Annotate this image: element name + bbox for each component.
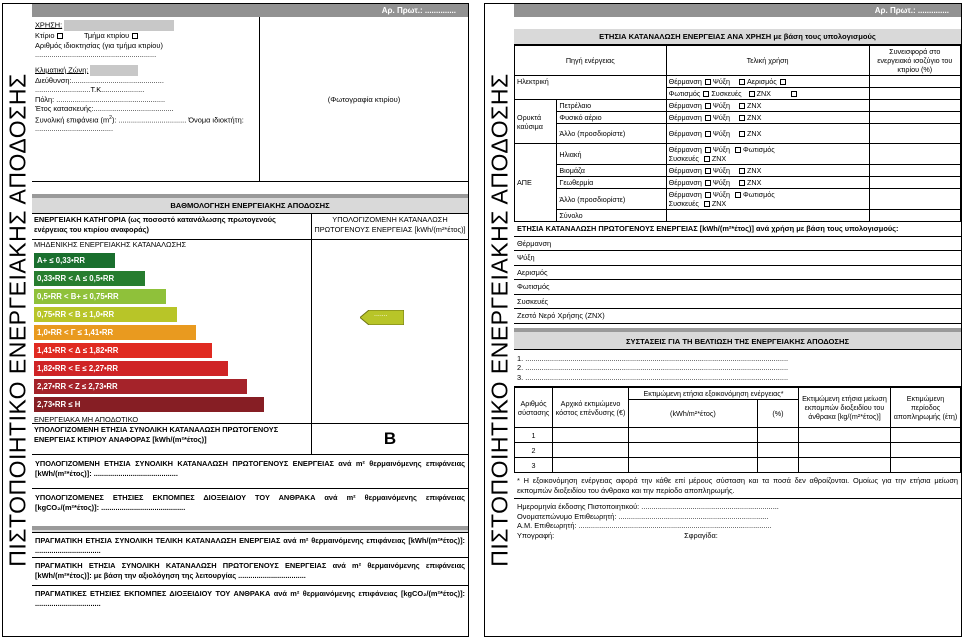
energy-class-bar: 1,41•RR < Δ ≤ 1,82•RR bbox=[34, 343, 212, 358]
certificate-page-1 bbox=[2, 3, 469, 637]
protocol-number-right: Αρ. Πρωτ.: .............. bbox=[514, 4, 961, 17]
energy-class-bar: Α+ ≤ 0,33•RR bbox=[34, 253, 115, 268]
protocol-number: Αρ. Πρωτ.: .............. bbox=[32, 4, 468, 17]
energy-class-bar: 0,5•RR < Β+ ≤ 0,75•RR bbox=[34, 289, 166, 304]
inspector-name: Ονοματεπώνυμο Επιθεωρητή: ......................................................................... bbox=[517, 511, 769, 521]
reference-consumption-label: ΥΠΟΛΟΓΙΖΟΜΕΝΗ ΕΤΗΣΙΑ ΣΥΝΟΛΙΚΗ ΚΑΤΑΝΑΛΩΣΗ ΠΡΩΤΟΓΕΝΟΥΣ ΕΝΕΡΓΕΙΑΣ ΚΤΙΡΙΟΥ ΑΝΑΦΟΡΑΣ [kWh/(m²*έτος)] bbox=[32, 424, 312, 454]
building-checkbox[interactable] bbox=[57, 33, 63, 39]
primary-use-row: Ψύξη bbox=[514, 251, 961, 266]
primary-use-row: Ζεστό Νερό Χρήσης (ΖΝΧ) bbox=[514, 309, 961, 324]
part-checkbox[interactable] bbox=[132, 33, 138, 39]
climate-zone-input[interactable] bbox=[90, 65, 138, 76]
recommendations-table: Αριθμός σύστασης Αρχικό εκτιμώμενο κόστος επένδυσης (€) Εκτιμώμενη ετήσια εξοικονόμηση ενέργειας* Εκτιμώμενη ετήσια μείωση εκπομπών διοξειδίου του άνθρακα [kg/(m²*έτος)] Εκτιμώμενη περίοδος αποπληρωμής (έτη) (kWh/m²*έτος) (%) 1 2 3 bbox=[514, 387, 961, 473]
annual-consumption-title: ΕΤΗΣΙΑ ΚΑΤΑΝΑΛΩΣΗ ΕΝΕΡΓΕΙΑΣ ΑΝΑ ΧΡΗΣΗ με βάση τους υπολογισμούς bbox=[514, 29, 961, 45]
reference-value: B bbox=[383, 429, 397, 448]
recommendations-list bbox=[514, 350, 961, 388]
table-row: 2 bbox=[515, 443, 961, 458]
recommendation-line: 2. ................................................................................................................................ bbox=[517, 363, 789, 372]
calc-primary-consumption: ΥΠΟΛΟΓΙΖΟΜΕΝΗ ΕΤΗΣΙΑ ΣΥΝΟΛΙΚΗ ΚΑΤΑΝΑΛΩΣΗ ΠΡΩΤΟΓΕΝΟΥΣ ΕΝΕΡΓΕΙΑΣ ανά m² θερμαινόμενης επιφάνειας [kWh/(m²*έτος)]: ......................................... bbox=[32, 454, 468, 488]
signature-label: Υπογραφή: bbox=[517, 530, 555, 540]
energy-class-bar: 2,73•RR ≤ Η bbox=[34, 397, 264, 412]
inspector-am: Α.Μ. Επιθεωρητή: .............................................................................................. bbox=[517, 521, 772, 530]
primary-use-row: Θέρμανση bbox=[514, 237, 961, 252]
primary-use-row: Αερισμός bbox=[514, 266, 961, 281]
rating-arrow: ....... bbox=[360, 310, 404, 325]
recommendation-line: 3. ................................................................................................................................ bbox=[517, 372, 789, 382]
calc-consumption-column: ΥΠΟΛΟΓΙΖΟΜΕΝΗ ΚΑΤΑΝΑΛΩΣΗ ΠΡΩΤΟΓΕΝΟΥΣ ΕΝΕΡΓΕΙΑΣ [kWh/(m²*έτος)] ....... bbox=[312, 214, 468, 423]
building-info: ΧΡΗΣΗ: Κτίριο Τμήμα κτιρίου Αριθμός ιδιοκτησίας (για τμήμα κτιρίου) ........................................................... Κλιματική Ζώνη: Διεύθυνση:............................................. ...........................Τ.Κ..................... Πόλη: ..................................................... Έτος κατασκευής:....................................... Συνολική επιφάνεια $(m^2)$: ................................. Όνομα ιδιοκτήτη: ...................................... bbox=[32, 17, 260, 181]
recommendation-line: 1. ................................................................................................................................ bbox=[517, 353, 789, 363]
table-row: 3 bbox=[515, 458, 961, 473]
side-title-right: ΠΙΣΤΟΠΟΙΗΤΙΚΟ ΕΝΕΡΓΕΙΑΚΗΣ ΑΠΟΔΟΣΗΣ bbox=[485, 4, 514, 636]
energy-scale: ΕΝΕΡΓΕΙΑΚΗ ΚΑΤΗΓΟΡΙΑ (ως ποσοστό κατανάλωσης πρωτογενούς ενέργειας του κτιρίου αναφοράς) ΜΗΔΕΝΙΚΗΣ ΕΝΕΡΓΕΙΑΚΗΣ ΚΑΤΑΝΑΛΩΣΗΣ Α+ ≤ 0,33•RR 0,33•RR < Α ≤ 0,5•RR 0,5•RR < Β+ ≤ 0,75•RR 0,75•RR < Β ≤ 1,0•RR 1,0•RR < Γ ≤ 1,41•RR 1,41•RR < Δ ≤ 1,82•RR 1,82•RR < Ε ≤ 2,27•RR 2,27•RR < Ζ ≤ 2,73•RR 2,73•RR ≤ Η ΕΝΕΡΓΕΙΑΚΑ ΜΗ ΑΠΟΔΟΤΙΚΟ bbox=[32, 214, 312, 423]
footnote: * Η εξοικονόμηση ενέργειας αφορά την κάθε επί μέρους σύσταση και τα ποσά δεν αθροίζονται. Ομοίως για την ετήσια μείωση εκπομπών διοξειδίου του άνθρακα και την περίοδο αποπληρωμής. bbox=[514, 473, 961, 499]
energy-class-bar: 1,0•RR < Γ ≤ 1,41•RR bbox=[34, 325, 196, 340]
issue-date: Ημερομηνία έκδοσης Πιστοποιητικού: ................................................................... bbox=[517, 502, 779, 511]
side-title-left: ΠΙΣΤΟΠΟΙΗΤΙΚΟ ΕΝΕΡΓΕΙΑΚΗΣ ΑΠΟΔΟΣΗΣ bbox=[3, 4, 32, 636]
table-row: 1 bbox=[515, 428, 961, 443]
stamp-label: Σφραγίδα: bbox=[684, 530, 718, 540]
primary-use-row: Φωτισμός bbox=[514, 280, 961, 295]
energy-class-bar: 0,33•RR < Α ≤ 0,5•RR bbox=[34, 271, 145, 286]
recommendations-title: ΣΥΣΤΑΣΕΙΣ ΓΙΑ ΤΗ ΒΕΛΤΙΩΣΗ ΤΗΣ ΕΝΕΡΓΕΙΑΚΗΣ ΑΠΟΔΟΣΗΣ bbox=[514, 334, 961, 350]
actual-final-consumption: ΠΡΑΓΜΑΤΙΚΗ ΕΤΗΣΙΑ ΣΥΝΟΛΙΚΗ ΤΕΛΙΚΗ ΚΑΤΑΝΑΛΩΣΗ ΕΝΕΡΓΕΙΑΣ ανά m² θερμαινόμενης επιφάνειας [kWh/(m²*έτος)]: ................................ bbox=[32, 532, 468, 557]
photo-placeholder: (Φωτογραφία κτιρίου) bbox=[327, 94, 401, 104]
actual-co2-emissions: ΠΡΑΓΜΑΤΙΚΕΣ ΕΤΗΣΙΕΣ ΕΚΠΟΜΠΕΣ ΔΙΟΞΕΙΔΙΟΥ ΤΟΥ ΑΝΘΡΑΚΑ ανά m² θερμαινόμενης επιφάνειας [kgCO₂/(m²*έτος)]: ................................ bbox=[32, 585, 468, 613]
energy-class-bar: 2,27•RR < Ζ ≤ 2,73•RR bbox=[34, 379, 247, 394]
energy-class-bar: 0,75•RR < Β ≤ 1,0•RR bbox=[34, 307, 177, 322]
actual-primary-consumption: ΠΡΑΓΜΑΤΙΚΗ ΕΤΗΣΙΑ ΣΥΝΟΛΙΚΗ ΚΑΤΑΝΑΛΩΣΗ ΠΡΩΤΟΓΕΝΟΥΣ ΕΝΕΡΓΕΙΑΣ ανά m² θερμαινόμενης επιφάνειας [kWh/(m²*έτος)]: με βάση την αξιολόγηση της λειτουργίας ................................. bbox=[32, 557, 468, 585]
usage-input[interactable] bbox=[64, 20, 174, 31]
primary-uses-list bbox=[514, 237, 961, 324]
rating-title: ΒΑΘΜΟΛΟΓΗΣΗ ΕΝΕΡΓΕΙΑΚΗΣ ΑΠΟΔΟΣΗΣ bbox=[32, 194, 468, 213]
primary-consumption-title: ΕΤΗΣΙΑ ΚΑΤΑΝΑΛΩΣΗ ΠΡΩΤΟΓΕΝΟΥΣ ΕΝΕΡΓΕΙΑΣ [kWh/(m²*έτος)] ανά χρήση με βάση τους υπολογισμούς: bbox=[514, 222, 961, 237]
energy-class-bar: 1,82•RR < Ε ≤ 2,27•RR bbox=[34, 361, 228, 376]
calc-co2-emissions: ΥΠΟΛΟΓΙΖΟΜΕΝΕΣ ΕΤΗΣΙΕΣ ΕΚΠΟΜΠΕΣ ΔΙΟΞΕΙΔΙΟΥ ΤΟΥ ΑΝΘΡΑΚΑ ανά m² θερμαινόμενης επιφάνειας [kgCO₂/(m²*έτος)]: ......................................... bbox=[32, 488, 468, 526]
certificate-page-2 bbox=[484, 3, 962, 637]
energy-use-table: Πηγή ενέργειας Τελική χρήση Συνεισφορά στο ενεργειακό ισοζύγιο του κτιρίου (%) Ηλεκτρική Θέρμανση Ψύξη Αερισμός Φωτισμός Συσκευές ΖΝΧ Ορυκτά καύσιμα Πετρέλαιο Θέρμανση Ψύξη ΖΝΧ Φυσικό αέριο Θέρμανση Ψύξη ΖΝΧ Άλλο (προσδιορίστε) Θέρμανση Ψύξη ΖΝΧ ΑΠΕ Ηλιακή Θέρμανση Ψύξη Φωτισμός Συσκευές ΖΝΧ Βιομάζα Θέρμανση Ψύξη ΖΝΧ Γεωθερμία Θέρμανση Ψύξη ΖΝΧ Άλλο (προσδιορίστε) Θέρμανση Ψύξη Φωτισμός Συσκευές ΖΝΧ Σύνολο bbox=[514, 45, 961, 222]
primary-use-row: Συσκευές bbox=[514, 295, 961, 310]
